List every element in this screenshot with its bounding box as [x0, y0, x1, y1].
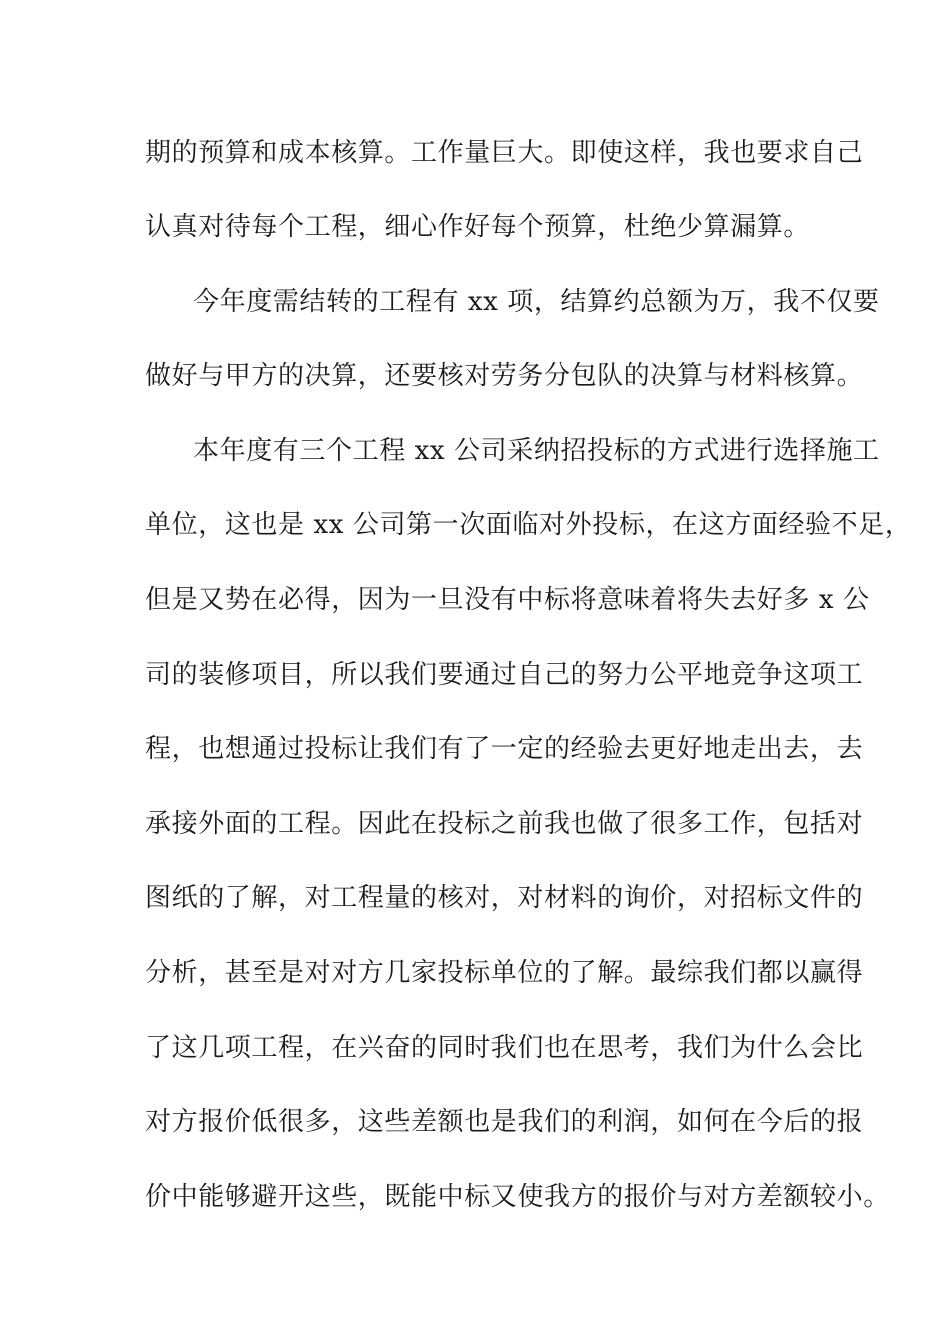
text-line-4: 做好与甲方的决算，还要核对劳务分包队的决算与材料核算。 [145, 361, 864, 391]
text-line-6: 单位，这也是 xx 公司第一次面临对外投标，在这方面经验不足， [145, 510, 912, 540]
text-line-9: 程，也想通过投标让我们有了一定的经验去更好地走出去，去 [145, 734, 864, 764]
paragraph-2-line-1: 今年度需结转的工程有 xx 项，结算约总额为万，我不仅要 [193, 287, 880, 317]
text-line-13: 了这几项工程，在兴奋的同时我们也在思考，我们为什么会比 [145, 1033, 864, 1063]
text-line-8: 司的装修项目，所以我们要通过自己的努力公平地竞争这项工 [145, 660, 864, 690]
text-line-11: 图纸的了解，对工程量的核对，对材料的询价，对招标文件的 [145, 883, 864, 913]
text-line-12: 分析，甚至是对对方几家投标单位的了解。最综我们都以赢得 [145, 958, 864, 988]
text-line-15: 价中能够避开这些，既能中标又使我方的报价与对方差额较小。 [145, 1182, 890, 1212]
paragraph-3-line-1: 本年度有三个工程 xx 公司采纳招投标的方式进行选择施工 [193, 436, 880, 466]
text-line-14: 对方报价低很多，这些差额也是我们的利润，如何在今后的报 [145, 1107, 864, 1137]
text-line-10: 承接外面的工程。因此在投标之前我也做了很多工作，包括对 [145, 809, 864, 839]
text-line-7: 但是又势在必得，因为一旦没有中标将意味着将失去好多 x 公 [145, 585, 870, 615]
text-line-1: 期的预算和成本核算。工作量巨大。即使这样，我也要求自己 [145, 138, 864, 168]
text-line-2: 认真对待每个工程，细心作好每个预算，杜绝少算漏算。 [145, 212, 811, 242]
